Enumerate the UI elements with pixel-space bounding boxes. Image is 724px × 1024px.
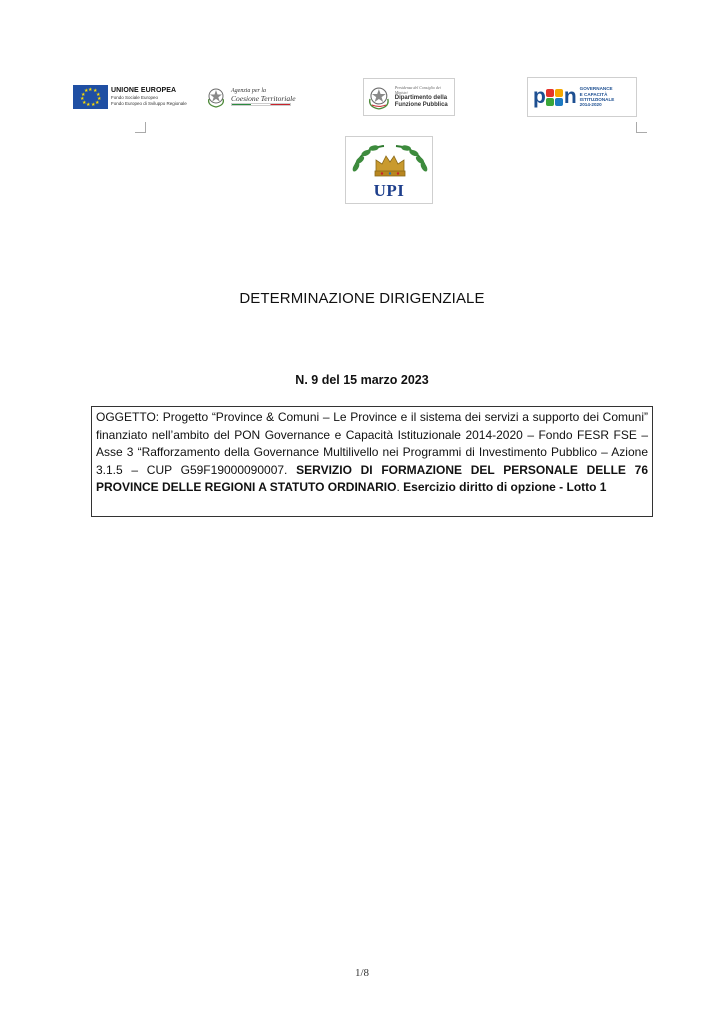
subject-separator: . — [396, 480, 404, 495]
subject-bold-service: SERVIZIO DI FORMAZIONE DEL PERSONALE DELLE 76 PROVINCE DELLE REGIONI A STATUTO ORDINARIO — [96, 462, 648, 495]
funzione-pubblica-logo — [363, 78, 455, 116]
agenzia-logo-line1: Agenzia per la — [231, 88, 266, 94]
agenzia-logo-line2: Coesione Territoriale — [231, 94, 296, 103]
dfp-logo-line0: Presidenza del Consiglio dei Ministri — [394, 85, 441, 95]
agenzia-coesione-logo — [206, 82, 296, 112]
document-title: DETERMINAZIONE DIRIGENZIALE — [239, 290, 485, 307]
pon-logo — [527, 77, 637, 117]
pon-logo-line4: 2014-2020 — [579, 102, 602, 108]
subject-box — [91, 406, 653, 517]
eu-logo-line3: Fondo Europeo di Sviluppo Regionale — [111, 101, 187, 106]
crop-mark-right — [636, 122, 647, 133]
dfp-logo-line1: Dipartimento della — [394, 95, 448, 101]
upi-logo-text: UPI — [373, 181, 405, 200]
pon-logo-line3: ISTITUZIONALE — [579, 97, 615, 102]
eu-flag-icon: ★ ★ ★ ★ ★ ★ ★ ★ ★ ★ ★ — [73, 85, 108, 109]
pon-logo-line2: E CAPACITÀ — [579, 91, 608, 97]
document-number: N. 9 del 15 marzo 2023 — [295, 373, 429, 387]
subject-plain: OGGETTO: Progetto “Province & Comuni – Le Province e il sistema dei servizi a supporto dei Comuni” finanziato nell’ambito del PON Governance e Capacità Istituzionale 2014-2020 – Fondo FESR FSE – Asse 3 “Rafforzamento della Governance Multilivello nei Programmi di Investimento Pubblico – Azione 3.1.5 – CUP G59F19000090007. — [96, 410, 648, 477]
dfp-logo-line2: Funzione Pubblica — [394, 102, 448, 108]
italian-emblem-icon — [367, 83, 391, 111]
crop-mark-left — [135, 122, 146, 133]
upi-crown-laurel-icon — [348, 138, 432, 182]
subject-text — [96, 409, 648, 497]
pon-logo-line1: GOVERNANCE — [579, 86, 613, 92]
pon-wordmark: p n — [533, 85, 576, 108]
page-number: 1/8 — [354, 967, 370, 979]
eu-logo-line2: Fondo Sociale Europeo — [111, 95, 159, 100]
subject-bold-lot: Esercizio diritto di opzione - Lotto 1 — [403, 480, 607, 495]
tricolor-bar — [231, 103, 291, 106]
eu-logo-title: UNIONE EUROPEA — [111, 87, 177, 94]
italian-emblem-icon — [206, 85, 226, 109]
pon-colored-squares-icon — [546, 89, 563, 106]
upi-logo — [345, 136, 433, 204]
eu-logo — [73, 84, 188, 110]
